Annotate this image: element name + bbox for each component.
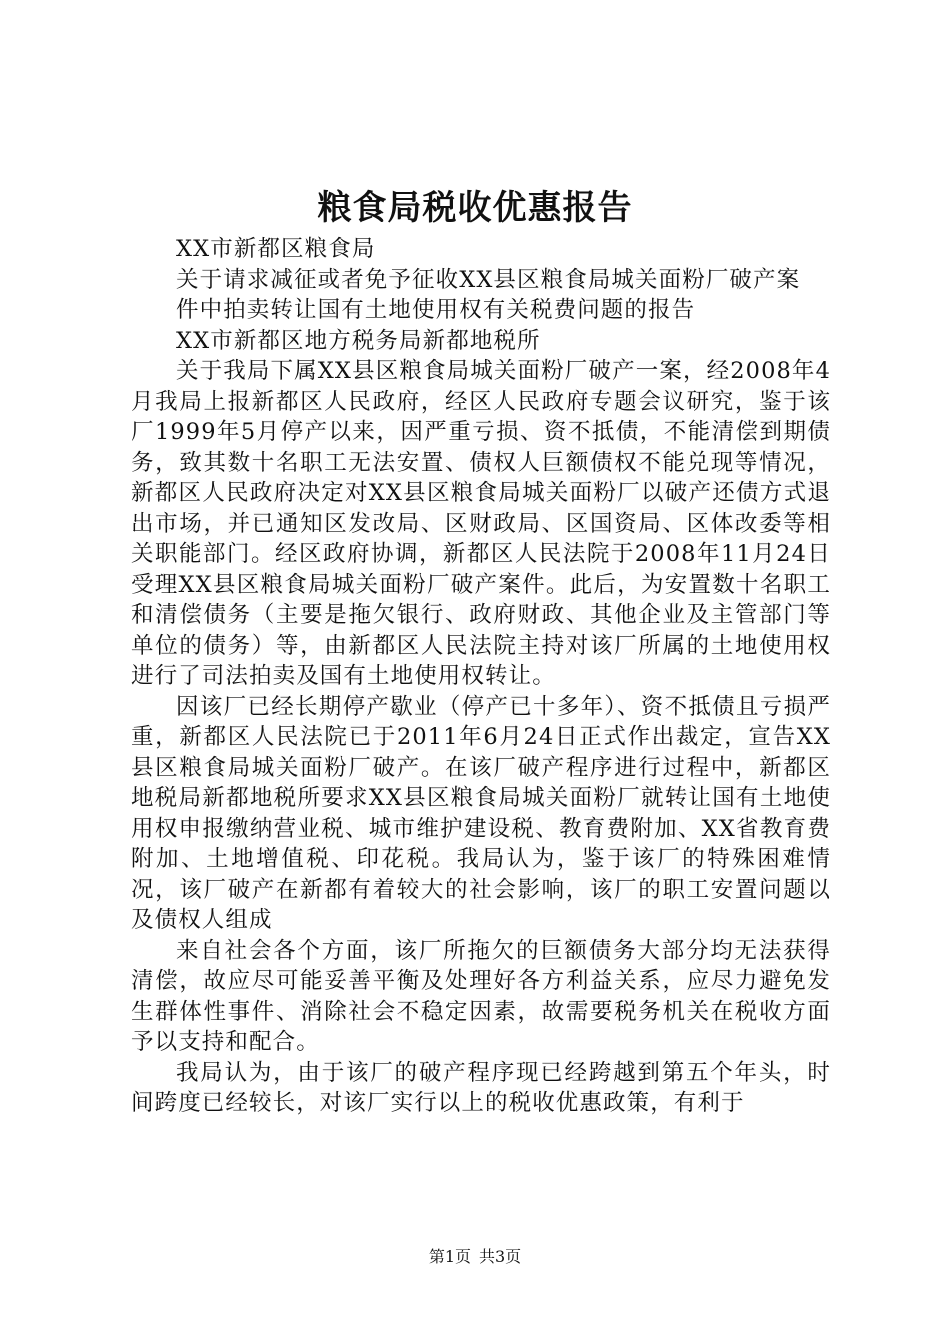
paragraph-conclusion: 我局认为，由于该厂的破产程序现已经跨越到第五个年头，时间跨度已经较长，对该厂实行以上的税收优惠政策，有利于 [131,1059,831,1116]
page-number: 第1页 [428,1247,471,1266]
document-body [131,234,831,1119]
paragraph-recipient: XX市新都区粮食局 [176,236,376,262]
paragraph-social-impact: 来自社会各个方面，该厂所拖欠的巨额债务大部分均无法获得清偿，故应尽可能妥善平衡及处理好各方利益关系，应尽力避免发生群体性事件、消除社会不稳定因素，故需要税务机关在税收方面予以支持和配合。 [131,937,831,1055]
paragraph-bankruptcy: 因该厂已经长期停产歇业（停产已十多年）、资不抵债且亏损严重，新都区人民法院已于2011年6月24日正式作出裁定，宣告XX县区粮食局城关面粉厂破产。在该厂破产程序进行过程中，新都区地税局新都地税所要求XX县区粮食局城关面粉厂就转让国有土地使用权申报缴纳营业税、城市维护建设税、教育费附加、XX省教育费附加、土地增值税、印花税。我局认为，鉴于该厂的特殊困难情况，该厂破产在新都有着较大的社会影响，该厂的职工安置问题以及债权人组成 [131,693,831,933]
paragraph-background: 关于我局下属XX县区粮食局城关面粉厂破产一案，经2008年4月我局上报新都区人民政府，经区人民政府专题会议研究，鉴于该厂1999年5月停产以来，因严重亏损、资不抵债，不能清偿到期债务，致其数十名职工无法安置、债权人巨额债权不能兑现等情况，新都区人民政府决定对XX县区粮食局城关面粉厂以破产还债方式退出市场，并已通知区发改局、区财政局、区国资局、区体改委等相关职能部门。经区政府协调，新都区人民法院于2008年11月24日受理XX县区粮食局城关面粉厂破产案件。此后，为安置数十名职工和清偿债务（主要是拖欠银行、政府财政、其他企业及主管部门等单位的债务）等，由新都区人民法院主持对该厂所属的土地使用权进行了司法拍卖及国有土地使用权转让。 [131,358,831,689]
paragraph-addressee: XX市新都区地方税务局新都地税所 [176,327,541,354]
page-footer [0,1245,950,1269]
page-total: 共3页 [479,1247,522,1266]
paragraph-subject-line-2: 件中拍卖转让国有土地使用权有关税费问题的报告 [176,297,696,323]
document-title: 粮食局税收优惠报告 [317,188,633,228]
paragraph-subject-line-1: 关于请求减征或者免予征收XX县区粮食局城关面粉厂破产案 [176,266,801,293]
